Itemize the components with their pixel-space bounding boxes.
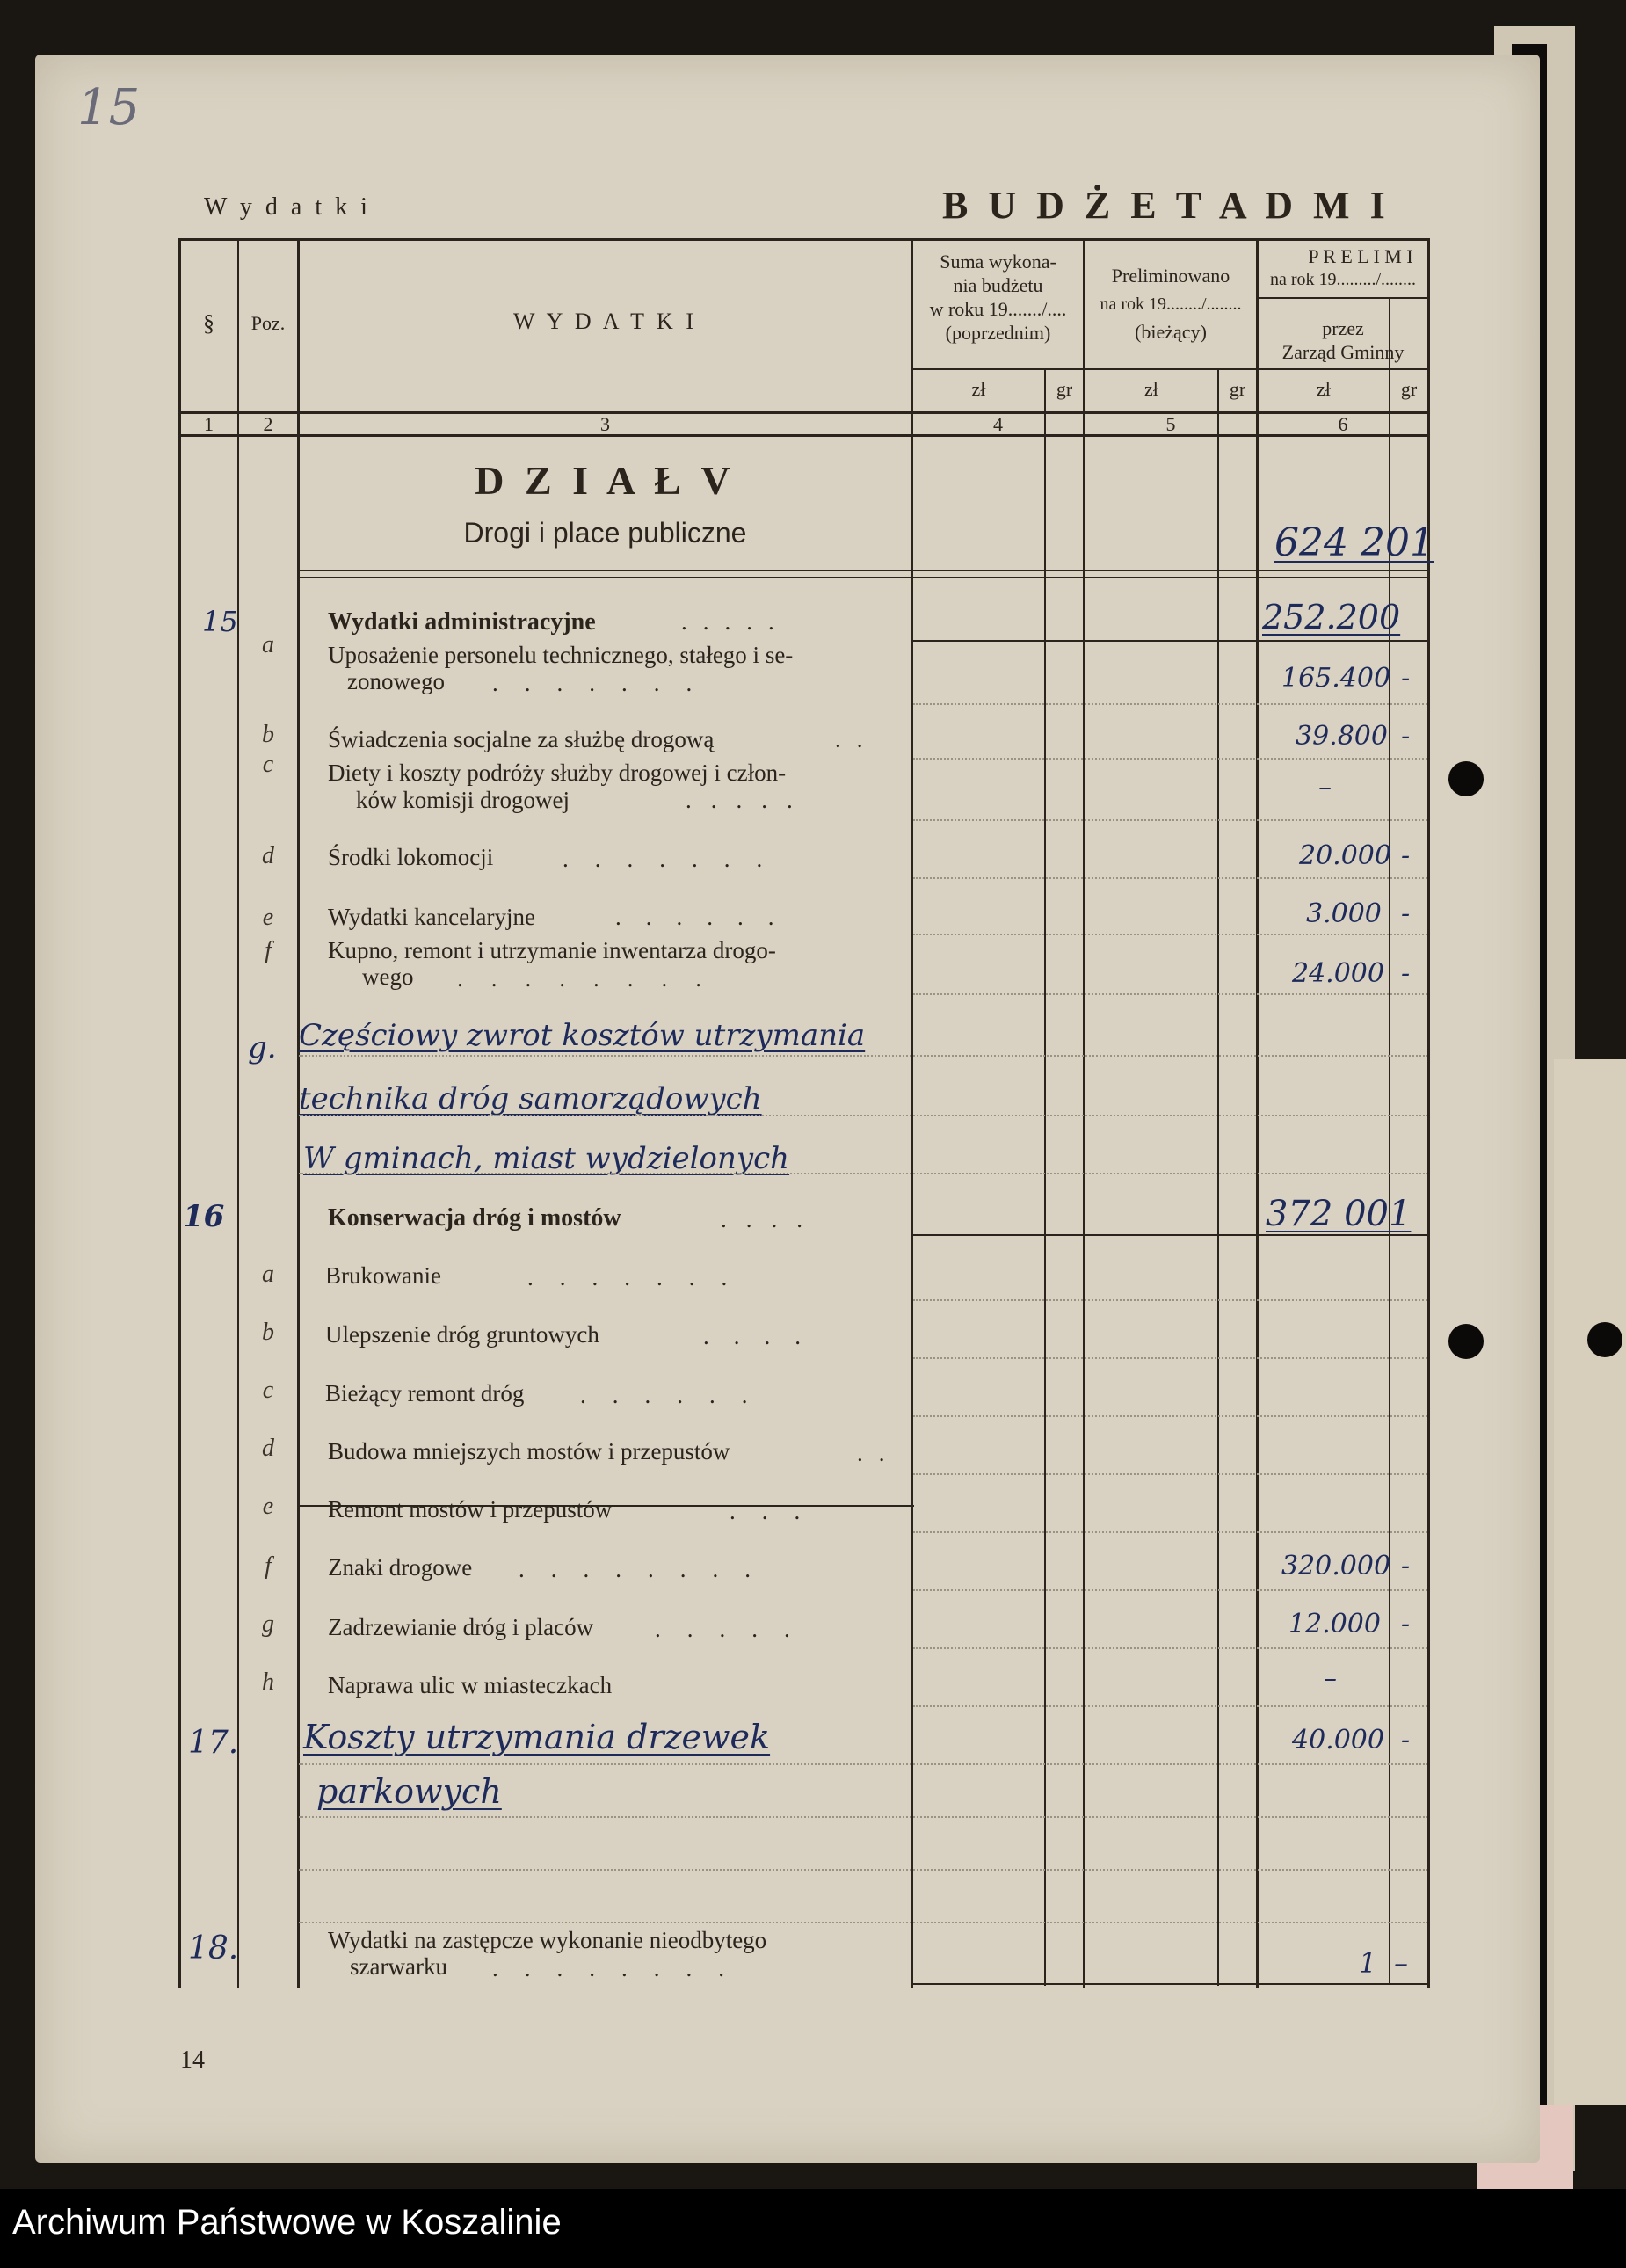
leader-dots: ... — [730, 1498, 827, 1524]
item-letter: a — [262, 1261, 274, 1288]
handwritten-item-line: W gminach, miast wydzielonych — [303, 1141, 790, 1176]
group-title: Wydatki administracyjne — [328, 608, 596, 636]
leader-dots: .... — [703, 1323, 825, 1349]
row-rule — [913, 993, 1427, 995]
item-text: Świadczenia socjalne za służbę drogową — [328, 726, 715, 752]
item-letter: f — [265, 937, 272, 964]
column-number: 4 — [993, 413, 1003, 435]
section-rule — [299, 570, 1428, 571]
adjacent-page — [1554, 1059, 1626, 2105]
row-rule — [913, 1705, 1427, 1707]
leader-dots: ...... — [580, 1382, 774, 1408]
row-rule — [299, 1763, 1427, 1765]
leader-dots: ........ — [519, 1556, 777, 1582]
header-subline — [911, 368, 1428, 370]
leader-dots: ....... — [492, 670, 719, 696]
column-number: 6 — [1338, 413, 1348, 435]
row-rule — [913, 758, 1427, 760]
item-text: Kupno, remont i utrzymanie inwentarza drogo- — [328, 937, 776, 963]
header-zl: zł — [971, 378, 986, 400]
item-text: Zadrzewianie dróg i placów — [328, 1614, 594, 1640]
item-letter: d — [262, 842, 274, 869]
section-subtitle: Drogi i place publiczne — [463, 517, 747, 549]
item-amount: 3.000 — [1306, 898, 1382, 929]
row-rule — [299, 1869, 1427, 1871]
item-text: Uposażenie personelu technicznego, stałego i se- — [328, 642, 794, 668]
right-header: B U D Ż E T A D M I — [942, 184, 1390, 227]
item-text: Naprawa ulic w miasteczkach — [328, 1672, 613, 1698]
header-col5: Preliminowano na rok 19......../........ (bieżący) — [1100, 265, 1242, 343]
leader-dots: ...... — [615, 904, 799, 930]
archive-credit: Archiwum Państwowe w Koszalinie — [12, 2203, 562, 2242]
item-text: Ulepszenie dróg gruntowych — [325, 1321, 599, 1348]
item-amount: 12.000 — [1288, 1609, 1381, 1639]
item-text: Diety i koszty podróży służby drogowej i człon- — [328, 760, 787, 786]
item-text: Budowa mniejszych mostów i przepustów — [328, 1438, 730, 1465]
item-gr: - — [1401, 1551, 1411, 1581]
row-rule — [299, 1816, 1427, 1818]
item-gr: - — [1401, 721, 1411, 752]
group-title: Konserwacja dróg i mostów — [328, 1204, 621, 1232]
leader-dots: ....... — [563, 846, 789, 872]
item-letter: c — [262, 1377, 274, 1404]
header-expenses: W Y D A T K I — [513, 309, 697, 334]
row-rule — [913, 877, 1427, 879]
item-text: zonowego — [347, 668, 445, 694]
item-text: wego — [362, 963, 414, 990]
item-text: Znaki drogowe — [328, 1554, 473, 1581]
item-text: Środki lokomocji — [328, 844, 494, 870]
item-text: Remont mostów i przepustów — [328, 1496, 613, 1523]
header-gr: gr — [1400, 378, 1418, 400]
item-letter: g — [262, 1610, 274, 1638]
header-zl: zł — [1317, 378, 1331, 400]
item-amount: 24.000 — [1292, 958, 1384, 989]
row-rule — [913, 1357, 1427, 1359]
row-rule — [913, 1647, 1427, 1649]
column-number: 5 — [1165, 413, 1176, 435]
item-letter: h — [262, 1668, 274, 1696]
page-number: 14 — [180, 2046, 205, 2074]
header-gr: gr — [1229, 378, 1246, 400]
item-gr: - — [1401, 1609, 1411, 1639]
group-total: 252.200 — [1262, 598, 1401, 636]
document-page — [35, 55, 1540, 2163]
punch-hole — [1587, 1322, 1622, 1357]
column-number: 2 — [263, 413, 273, 435]
leader-dots: .. — [857, 1440, 901, 1466]
item-text: Bieżący remont dróg — [325, 1380, 525, 1407]
leader-dots: ..... — [681, 608, 790, 635]
item-gr: - — [1401, 840, 1411, 871]
leader-dots: ..... — [655, 1616, 817, 1642]
row-rule — [913, 819, 1427, 821]
item-gr: - — [1401, 958, 1411, 989]
paragraph-number: 18. — [188, 1930, 239, 1966]
header-col6-top: P R E L I M I na rok 19........./........ — [1269, 245, 1417, 289]
header-gr: gr — [1056, 378, 1073, 400]
section-rule — [299, 577, 1428, 578]
header-col4: Suma wykona- nia budżetu w roku 19......./.... (poprzednim) — [929, 251, 1067, 344]
row-rule — [299, 1922, 1427, 1923]
header-subline — [1257, 297, 1428, 299]
item-gr: - — [1401, 898, 1411, 929]
row-rule — [913, 1415, 1427, 1417]
item-amount: – — [1324, 1663, 1337, 1694]
leader-dots: .... — [721, 1206, 822, 1232]
section-total: 624 201 — [1274, 520, 1434, 565]
group-total: 372 001 — [1266, 1194, 1412, 1234]
row-rule — [913, 703, 1427, 705]
header-position: Poz. — [250, 312, 286, 334]
left-header: W y d a t k i — [204, 193, 371, 221]
item-gr: – — [1394, 1946, 1408, 1980]
column-number: 3 — [600, 413, 610, 435]
paragraph-number: 15 — [202, 605, 238, 638]
item-text: szarwarku — [350, 1953, 447, 1980]
item-gr: - — [1401, 1725, 1411, 1756]
column-rule — [1217, 368, 1219, 1986]
table-bottom-rule — [911, 1983, 1428, 1985]
column-rule — [911, 238, 913, 1988]
handwritten-item-line: Częściowy zwrot kosztów utrzymania — [299, 1018, 866, 1053]
corner-note: 15 — [77, 79, 141, 136]
leader-dots: ........ — [492, 1955, 751, 1981]
item-text: Brukowanie — [325, 1262, 441, 1289]
column-rule — [1427, 238, 1430, 1988]
row-rule — [913, 1531, 1427, 1533]
item-letter: b — [262, 1319, 274, 1346]
item-letter: e — [262, 1493, 274, 1520]
item-amount: 40.000 — [1292, 1725, 1384, 1756]
item-text: ków komisji drogowej — [356, 787, 570, 813]
item-amount: 165.400 — [1281, 663, 1391, 694]
column-rule — [1044, 368, 1046, 1986]
leader-dots: ........ — [457, 965, 730, 992]
punch-hole — [1448, 1324, 1484, 1359]
leader-dots: ....... — [527, 1264, 754, 1290]
item-letter: c — [262, 751, 274, 778]
table-top-rule — [180, 238, 1428, 241]
leader-dots: ..... — [686, 787, 812, 813]
header-paragraph: § — [203, 310, 214, 336]
leader-dots: .. — [835, 726, 879, 752]
paragraph-number: 17. — [188, 1725, 239, 1761]
paragraph-number: 16 — [183, 1199, 225, 1234]
handwritten-item-line: technika dróg samorządowych — [299, 1081, 762, 1116]
header-col6-sub: przez Zarząd Gminny — [1281, 317, 1405, 363]
row-rule — [913, 1473, 1427, 1475]
item-amount: 1 — [1359, 1946, 1377, 1980]
item-amount: 320.000 — [1281, 1551, 1391, 1581]
punch-hole — [1448, 761, 1484, 796]
column-rule — [1256, 238, 1259, 1988]
item-amount: 39.800 — [1296, 721, 1388, 752]
section-title: D Z I A Ł V — [475, 458, 736, 503]
item-amount: – — [1318, 772, 1332, 803]
item-letter: b — [262, 721, 274, 748]
item-letter: d — [262, 1435, 274, 1462]
group-total-rule — [911, 640, 1428, 642]
row-rule — [299, 1055, 1427, 1057]
handwritten-item-line: parkowych — [316, 1772, 502, 1811]
group-total-rule — [911, 1234, 1428, 1236]
item-text: Wydatki kancelaryjne — [328, 904, 536, 930]
column-rule — [1083, 238, 1085, 1988]
row-rule — [913, 1589, 1427, 1591]
item-gr: - — [1401, 663, 1411, 694]
column-rule — [178, 238, 181, 1988]
row-rule — [913, 1299, 1427, 1301]
row-rule — [913, 934, 1427, 935]
header-zl: zł — [1144, 378, 1158, 400]
item-text: Wydatki na zastępcze wykonanie nieodbytego — [328, 1927, 767, 1953]
item-letter: a — [262, 631, 274, 658]
item-letter: e — [262, 904, 274, 931]
row-rule — [299, 1115, 1427, 1116]
item-letter: f — [265, 1552, 272, 1580]
item-letter-handwritten: g. — [248, 1030, 277, 1065]
row-rule — [299, 1173, 1427, 1174]
item-amount: 20.000 — [1299, 840, 1391, 871]
handwritten-item-line: Koszty utrzymania drzewek — [303, 1718, 771, 1756]
column-number: 1 — [204, 413, 214, 435]
